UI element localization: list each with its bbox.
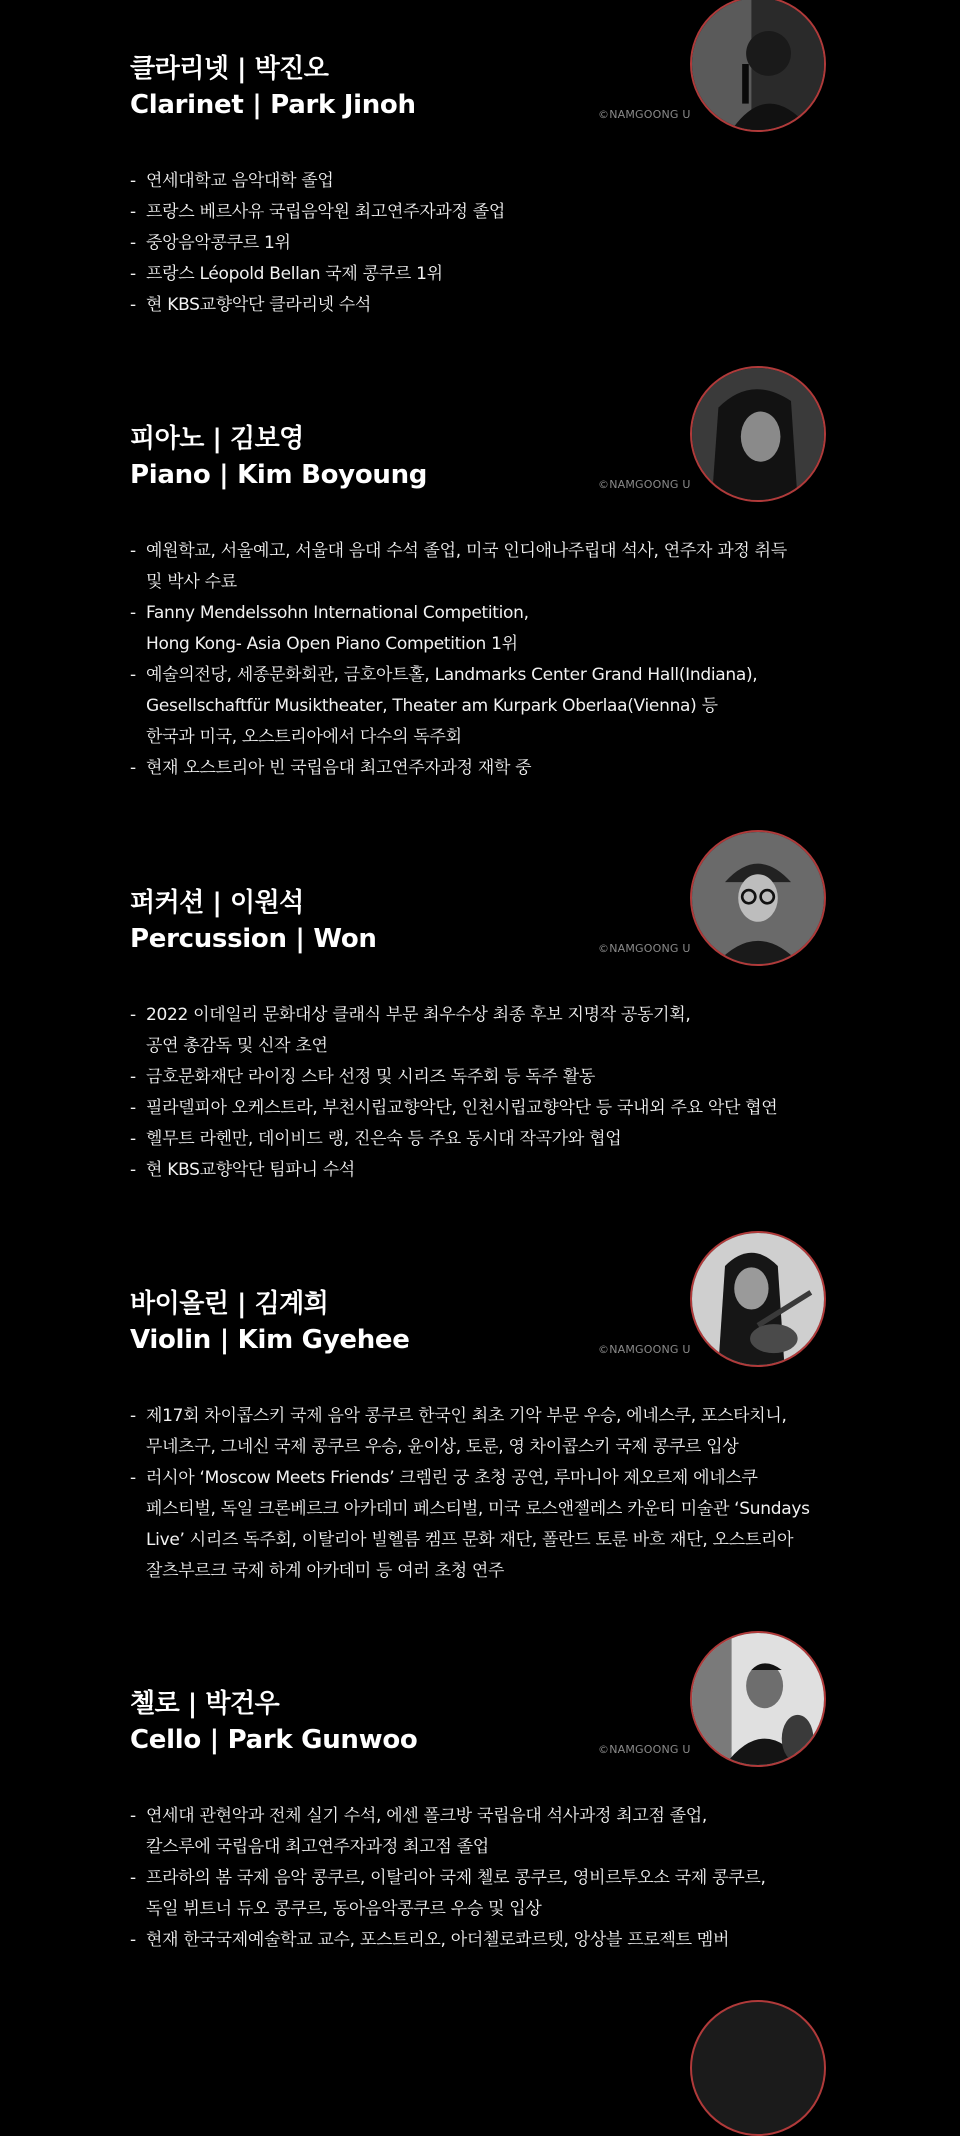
musician-name-en: Percussion | Won xyxy=(130,924,377,954)
bio-line: - 예원학교, 서울예고, 서울대 음대 수석 졸업, 미국 인디애나주립대 석사, 연주자 과정 취득 xyxy=(146,541,787,561)
bio-line: - 필라델피아 오케스트라, 부천시립교향악단, 인천시립교향악단 등 국내외 주요 악단 협연 xyxy=(146,1098,778,1118)
bio-line: - 프랑스 베르사유 국립음악원 최고연주자과정 졸업 xyxy=(146,202,505,222)
bio-item xyxy=(130,166,840,197)
photo-credit: ©NAMGOONG U xyxy=(598,1743,691,1756)
bio-line: - 금호문화재단 라이징 스타 선정 및 시리즈 독주회 등 독주 활동 xyxy=(146,1067,595,1087)
bio-item xyxy=(130,1925,840,1956)
bio-line: - 현재 오스트리아 빈 국립음대 최고연주자과정 재학 중 xyxy=(146,758,532,778)
musician-photo xyxy=(690,1231,826,1367)
portrait-image xyxy=(692,368,824,500)
bio-list xyxy=(130,1000,840,1186)
bio-line: Gesellschaftfür Musiktheater, Theater am Kurpark Oberlaa(Vienna) 등 xyxy=(146,696,718,716)
next-musician-photo xyxy=(690,2000,826,2136)
bio-line: - 현재 한국국제예술학교 교수, 포스트리오, 아더첼로콰르텟, 앙상블 프로젝트 멤버 xyxy=(146,1930,730,1950)
photo-credit: ©NAMGOONG U xyxy=(598,108,691,121)
musician-name-en: Violin | Kim Gyehee xyxy=(130,1325,410,1355)
bio-list xyxy=(130,166,840,321)
musician-photo xyxy=(690,0,826,132)
musician-name-ko: 피아노 | 김보영 xyxy=(130,424,304,454)
bio-line: 공연 총감독 및 신작 초연 xyxy=(146,1036,328,1056)
musician-photo xyxy=(690,830,826,966)
bio-item xyxy=(130,1801,840,1863)
musician-name-ko: 퍼커션 | 이원석 xyxy=(130,888,304,918)
portrait-image xyxy=(692,832,824,964)
bio-line: - 프라하의 봄 국제 음악 콩쿠르, 이탈리아 국제 첼로 콩쿠르, 영비르투오소 국제 콩쿠르, xyxy=(146,1868,766,1888)
bio-line: - 제17회 차이콥스키 국제 음악 콩쿠르 한국인 최초 기악 부문 우승, 에네스쿠, 포스타치니, xyxy=(146,1406,787,1426)
bio-list xyxy=(130,1401,840,1587)
bio-line: - 예술의전당, 세종문화회관, 금호아트홀, Landmarks Center Grand Hall(Indiana), xyxy=(146,665,758,685)
bio-line: 한국과 미국, 오스트리아에서 다수의 독주회 xyxy=(146,727,462,747)
bio-item xyxy=(130,1463,840,1587)
bio-item xyxy=(130,1155,840,1186)
musician-photo xyxy=(690,1631,826,1767)
musician-name-ko: 첼로 | 박건우 xyxy=(130,1689,280,1719)
portrait-image xyxy=(692,0,824,130)
musician-name-en: Clarinet | Park Jinoh xyxy=(130,90,416,120)
musician-photo xyxy=(690,366,826,502)
bio-line: - 프랑스 Léopold Bellan 국제 콩쿠르 1위 xyxy=(146,264,443,284)
portrait-image xyxy=(692,1633,824,1765)
bio-line: - 중앙음악콩쿠르 1위 xyxy=(146,233,291,253)
bio-item xyxy=(130,1401,840,1463)
bio-item xyxy=(130,290,840,321)
portrait-image xyxy=(692,1233,824,1365)
bio-item xyxy=(130,536,840,598)
bio-line: 독일 뷔트너 듀오 콩쿠르, 동아음악콩쿠르 우승 및 입상 xyxy=(146,1899,542,1919)
bio-item xyxy=(130,598,840,660)
bio-line: - 헬무트 라헨만, 데이비드 랭, 진은숙 등 주요 동시대 작곡가와 협업 xyxy=(146,1129,622,1149)
bio-line: Live’ 시리즈 독주회, 이탈리아 빌헬름 켐프 문화 재단, 폴란드 토룬 바흐 재단, 오스트리아 xyxy=(146,1530,794,1550)
bio-line: - 현 KBS교향악단 클라리넷 수석 xyxy=(146,295,372,315)
bio-item xyxy=(130,259,840,290)
bio-line: - Fanny Mendelssohn International Competition, xyxy=(146,603,529,623)
musician-name-ko: 클라리넷 | 박진오 xyxy=(130,54,329,84)
bio-item xyxy=(130,660,840,753)
bio-line: - 연세대 관현악과 전체 실기 수석, 에센 폴크방 국립음대 석사과정 최고점 졸업, xyxy=(146,1806,708,1826)
photo-credit: ©NAMGOONG U xyxy=(598,942,691,955)
bio-line: 칼스루에 국립음대 최고연주자과정 최고점 졸업 xyxy=(146,1837,489,1857)
bio-item xyxy=(130,1093,840,1124)
bio-line: - 현 KBS교향악단 팀파니 수석 xyxy=(146,1160,355,1180)
bio-list xyxy=(130,536,840,784)
bio-line: 무네츠구, 그네신 국제 콩쿠르 우승, 윤이상, 토룬, 영 차이콥스키 국제 콩쿠르 입상 xyxy=(146,1437,739,1457)
bio-line: Hong Kong- Asia Open Piano Competition 1위 xyxy=(146,634,518,654)
musician-name-en: Piano | Kim Boyoung xyxy=(130,460,428,490)
bio-item xyxy=(130,1863,840,1925)
musician-name-en: Cello | Park Gunwoo xyxy=(130,1725,418,1755)
musician-name-ko: 바이올린 | 김계희 xyxy=(130,1289,329,1319)
bio-item xyxy=(130,228,840,259)
bio-line: - 2022 이데일리 문화대상 클래식 부문 최우수상 최종 후보 지명작 공동기획, xyxy=(146,1005,691,1025)
bio-item xyxy=(130,753,840,784)
bio-item xyxy=(130,1124,840,1155)
photo-credit: ©NAMGOONG U xyxy=(598,478,691,491)
photo-credit: ©NAMGOONG U xyxy=(598,1343,691,1356)
bio-line: 및 박사 수료 xyxy=(146,572,237,592)
bio-list xyxy=(130,1801,840,1956)
bio-item xyxy=(130,1062,840,1093)
bio-line: - 러시아 ‘Moscow Meets Friends’ 크렘린 궁 초청 공연, 루마니아 제오르제 에네스쿠 xyxy=(146,1468,758,1488)
bio-line: 페스티벌, 독일 크론베르크 아카데미 페스티벌, 미국 로스앤젤레스 카운티 미술관 ‘Sundays xyxy=(146,1499,810,1519)
bio-item xyxy=(130,1000,840,1062)
bio-item xyxy=(130,197,840,228)
bio-line: - 연세대학교 음악대학 졸업 xyxy=(146,171,334,191)
bio-line: 잘츠부르크 국제 하계 아카데미 등 여러 초청 연주 xyxy=(146,1561,505,1581)
